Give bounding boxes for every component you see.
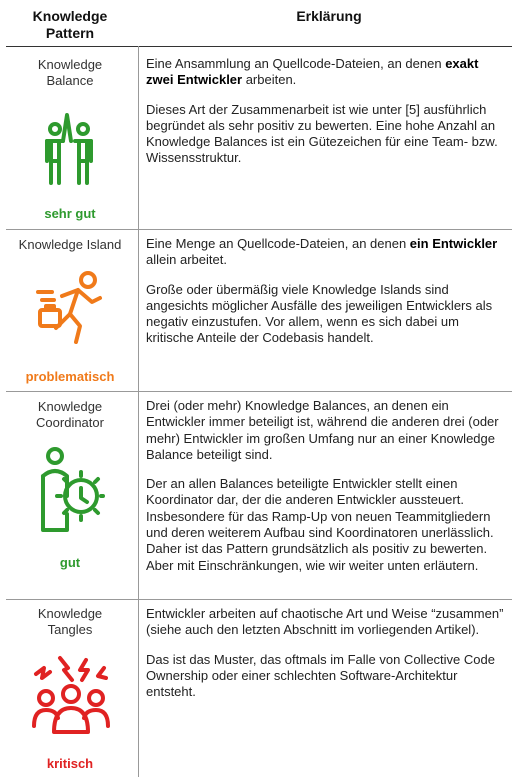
- rating-label: problematisch: [25, 369, 115, 384]
- high-five-icon: [37, 105, 101, 190]
- rating-label: gut: [59, 555, 81, 570]
- coordinator-gear-icon: [37, 444, 105, 541]
- table-header: [0, 0, 518, 46]
- pattern-description: Entwickler arbeiten auf chaotische Art und Weise “zusammen” (siehe auch den letzten Abschnitt im vorliegenden Artikel). Das ist das Muster, das oftmals im Falle von Collective Code Ownership oder einer schlechten Software-Architektur entsteht.: [146, 606, 504, 700]
- table-row: [0, 230, 518, 390]
- table-row: [0, 392, 518, 598]
- conflict-group-icon: [30, 654, 112, 743]
- header-pattern: Knowledge Pattern: [32, 8, 108, 41]
- rating-label: sehr gut: [44, 206, 96, 221]
- pattern-name: Knowledge Tangles: [37, 606, 103, 637]
- pattern-name: Knowledge Coordinator: [36, 399, 104, 430]
- rating-label: kritisch: [46, 756, 94, 771]
- header-explanation: Erklärung: [296, 8, 362, 24]
- pattern-name: Knowledge Island: [18, 237, 122, 252]
- table-row: [0, 47, 518, 229]
- table-row: [0, 600, 518, 777]
- pattern-description: Drei (oder mehr) Knowledge Balances, an denen ein Entwickler immer beteiligt ist, während die anderen drei (oder mehr) Entwickler im großen Umfang nur an einer Knowledge Balance beteiligt sind. Der an allen Balances beteiligte Entwickler stellt einen Koordinator dar, der die anderen Entwickler aussteuert. Insbesondere für das Ramp-Up von neuen Teammitgliedern und deren weiterem Aufbau sind Koordinatoren unerlässlich. Daher ist das Pattern grundsätzlich als positiv zu bewerten. Aber mit Einschränkungen, wie wir weiter unten erläutern.: [146, 398, 499, 573]
- pattern-description: Eine Ansammlung an Quellcode-Dateien, an denen exakt zwei Entwickler arbeiten. Dieses Art der Zusammenarbeit ist wie unter [5] ausführlich begründet als sehr positiv zu bewerten. Eine hohe Anzahl an Knowledge Balances ist ein Gütezeichen für eine Team- bzw. Wissensstruktur.: [146, 56, 498, 166]
- running-person-icon: [36, 266, 104, 351]
- pattern-name: Knowledge Balance: [37, 57, 103, 88]
- pattern-description: Eine Menge an Quellcode-Dateien, an denen ein Entwickler allein arbeitet. Große oder übermäßig viele Knowledge Islands sind angesichts möglicher Ausfälle des jeweiligen Entwicklers als negativ einzustufen. Vor allem, wenn es sich dabei um kritische Anteile der Codebasis handelt.: [146, 236, 498, 346]
